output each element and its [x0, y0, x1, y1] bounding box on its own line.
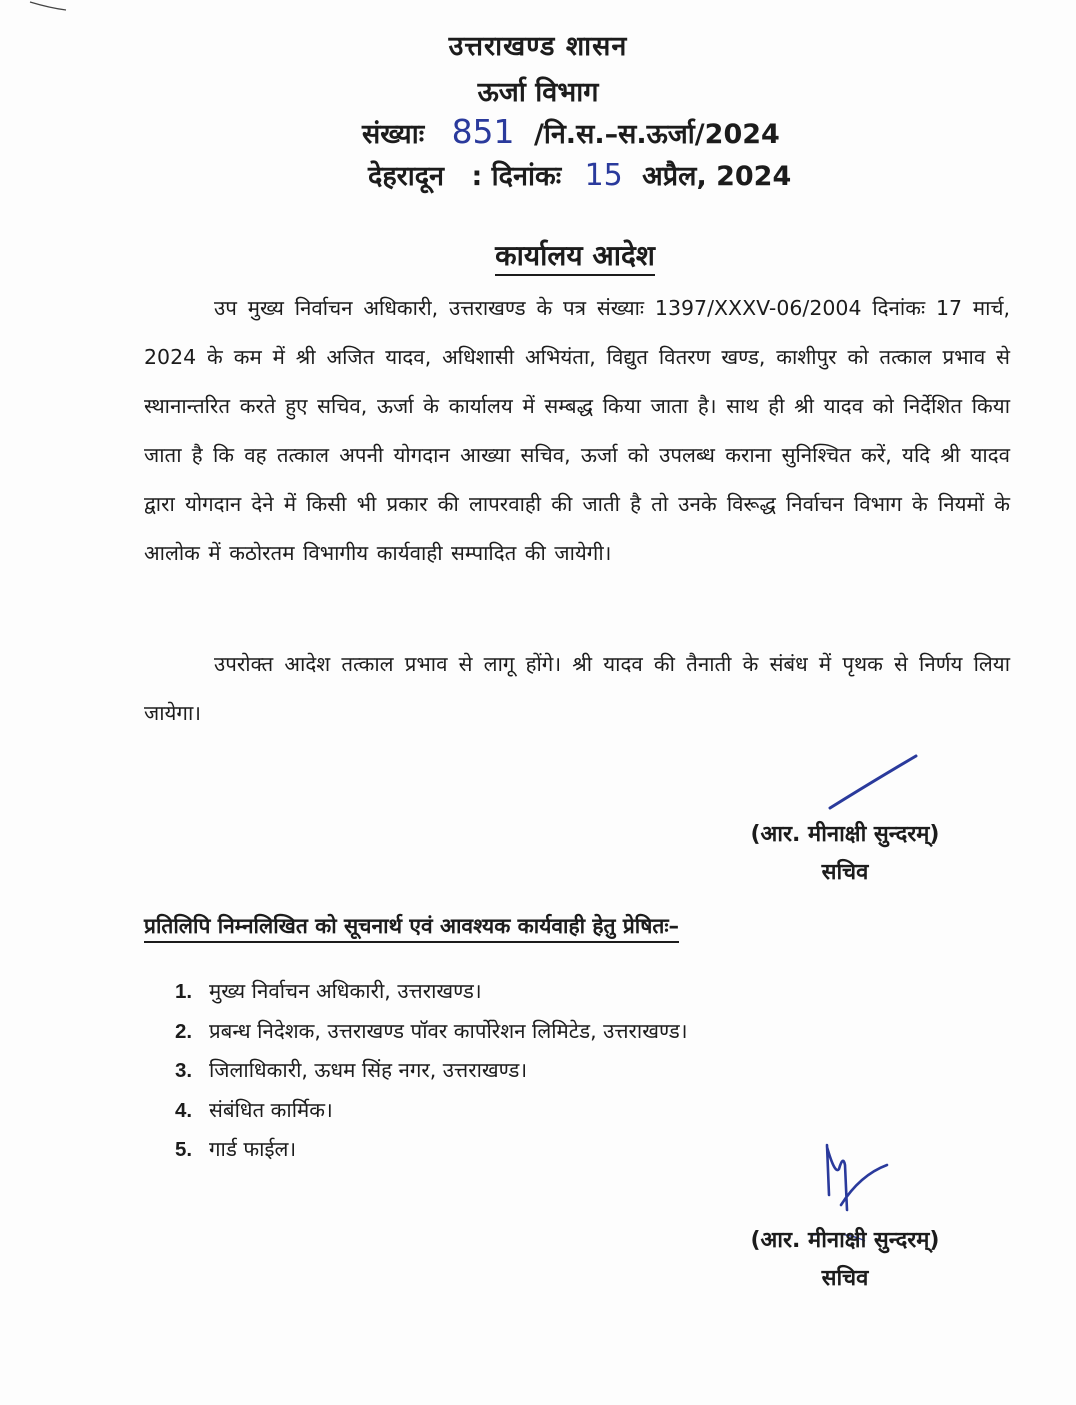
government-heading: उत्तराखण्ड शासन	[448, 31, 628, 62]
handwritten-date-day: 15	[584, 158, 623, 193]
date-month-year: अप्रैल, 2024	[642, 161, 792, 192]
list-item: 5. गार्ड फाईल।	[175, 1137, 297, 1161]
list-item: 1. मुख्य निर्वाचन अधिकारी, उत्तराखण्ड।	[175, 979, 482, 1003]
signature-block-2	[695, 1222, 995, 1298]
number-label: संख्याः	[362, 119, 425, 150]
place-name: देहरादून	[368, 161, 445, 192]
signature-stroke-1	[820, 750, 930, 820]
corner-pen-mark	[0, 0, 80, 20]
copy-to-list	[175, 972, 687, 1170]
signatory-designation: सचिव	[821, 1266, 869, 1291]
reference-number-line	[362, 112, 780, 151]
department-heading: ऊर्जा विभाग	[477, 77, 599, 108]
list-item: 3. जिलाधिकारी, ऊधम सिंह नगर, उत्तराखण्ड।	[175, 1058, 528, 1082]
order-title	[0, 236, 1076, 274]
handwritten-number: 851	[451, 112, 515, 151]
order-paragraph-1: उप मुख्य निर्वाचन अधिकारी, उत्तराखण्ड के पत्र संख्याः 1397/XXXV-06/2004 दिनांकः 17 मार्च, 2024 के कम में श्री अजित यादव, अधिशासी अभियंता, विद्युत वितरण खण्ड, काशीपुर को तत्काल प्रभाव से स्थानान्तरित करते हुए सचिव, ऊर्जा के कार्यालय में सम्बद्ध किया जाता है। साथ ही श्री यादव को निर्देशित किया जाता है कि वह तत्काल अपनी योगदान आख्या सचिव, ऊर्जा को उपलब्ध कराना सुनिश्चित करें, यदि श्री यादव द्वारा योगदान देने में किसी भी प्रकार की लापरवाही की जाती है तो उनके विरूद्ध निर्वाचन विभाग के नियमों के आलोक में कठोरतम विभागीय कार्यवाही सम्पादित की जायेगी।	[144, 296, 1010, 565]
place-date-line	[368, 156, 791, 193]
list-item: 2. प्रबन्ध निदेशक, उत्तराखण्ड पॉवर कार्पोरेशन लिमिटेड, उत्तराखण्ड।	[175, 1018, 688, 1043]
list-item: 4. संबंधित कार्मिक।	[175, 1097, 333, 1122]
copy-to-heading: प्रतिलिपि निम्नलिखित को सूचनार्थ एवं आवश्यक कार्यवाही हेतु प्रेषितः–	[144, 912, 679, 943]
signatory-name: (आर. मीनाक्षी सुन्दरम्)	[750, 822, 940, 847]
signatory-designation: सचिव	[821, 860, 869, 885]
order-title-text: कार्यालय आदेश	[495, 239, 655, 276]
number-suffix: /नि.स.–स.ऊर्जा/2024	[533, 119, 780, 150]
order-paragraph-2: उपरोक्त आदेश तत्काल प्रभाव से लागू होंगे। श्री यादव की तैनाती के संबंध में पृथक से निर्णय लिया जायेगा।	[144, 652, 1010, 725]
signature-block-1	[695, 816, 995, 892]
signatory-name: (आर. मीनाक्षी सुन्दरम्)	[750, 1228, 940, 1253]
date-label: : दिनांकः	[471, 161, 562, 192]
